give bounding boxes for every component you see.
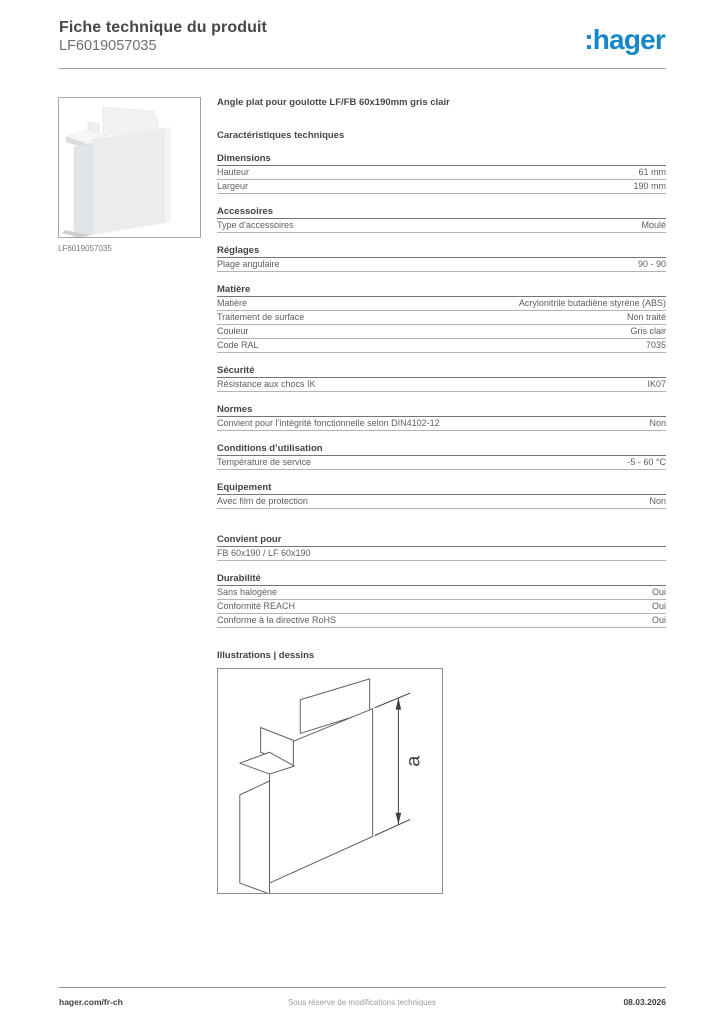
spec-value: 190 mm [633, 181, 666, 191]
spec-section [217, 246, 666, 272]
footer-disclaimer: Sous réserve de modifications techniques [287, 998, 437, 1007]
photo-main-edge [165, 127, 171, 223]
section-heading: Normes [217, 405, 666, 417]
spec-section [217, 285, 666, 353]
spec-label: Plage angulaire [217, 259, 280, 269]
product-name: Angle plat pour goulotte LF/FB 60x190mm gris clair [217, 97, 450, 108]
spec-value: Moulé [641, 220, 666, 230]
spec-value: Non traité [626, 312, 666, 322]
spec-value: 7035 [645, 340, 666, 350]
section-rows [217, 258, 666, 272]
spec-section [217, 405, 666, 431]
section-rows [217, 417, 666, 431]
product-reference: LF6019057035 [59, 38, 157, 54]
footer-website: hager.com/fr-ch [59, 997, 123, 1007]
illustrations-title: Illustrations | dessins [217, 650, 315, 661]
spec-section [217, 366, 666, 392]
spec-section [217, 154, 666, 194]
spec-value: Non [649, 496, 666, 506]
spec-value: 90 - 90 [637, 259, 666, 269]
spec-row [217, 180, 666, 194]
spec-label: Couleur [217, 326, 249, 336]
spec-row [217, 258, 666, 272]
spec-label: Température de service [217, 457, 312, 467]
section-heading: Conditions d’utilisation [217, 444, 666, 456]
spec-sections [217, 154, 666, 628]
spec-row [217, 297, 666, 311]
spec-value: Oui [651, 615, 666, 625]
section-rows [217, 586, 666, 628]
spec-row [217, 311, 666, 325]
spec-section [217, 535, 666, 561]
spec-label: Avec film de protection [217, 496, 308, 506]
section-rows [217, 547, 666, 561]
product-photo [59, 98, 200, 237]
spec-value: 61 mm [638, 167, 666, 177]
spec-label: Matière [217, 298, 248, 308]
spec-section [217, 444, 666, 470]
extension-line-bottom [375, 819, 411, 835]
section-rows [217, 456, 666, 470]
section-heading: Equipement [217, 483, 666, 495]
section-heading: Réglages [217, 246, 666, 258]
spec-value: Gris clair [630, 326, 666, 336]
spec-label: Type d’accessoires [217, 220, 294, 230]
spec-row [217, 495, 666, 509]
section-heading: Convient pour [217, 535, 666, 547]
header-divider [59, 68, 666, 69]
spec-label: Hauteur [217, 167, 250, 177]
spec-value: -5 - 60 °C [627, 457, 666, 467]
spec-value: Oui [651, 587, 666, 597]
spec-value: Acrylonitrile butadiène styrène (ABS) [518, 298, 666, 308]
page-title: Fiche technique du produit [59, 19, 267, 36]
spec-label: Code RAL [217, 340, 259, 350]
spec-section [217, 207, 666, 233]
spec-label: Sans halogène [217, 587, 278, 597]
spec-row [217, 219, 666, 233]
section-heading: Durabilité [217, 574, 666, 586]
drawing-main-plate [270, 709, 373, 883]
spec-label: Largeur [217, 181, 249, 191]
content-column [217, 97, 666, 894]
arrowhead-bottom [396, 813, 402, 825]
section-rows [217, 495, 666, 509]
footer-divider [59, 987, 666, 988]
spec-label: Convient pour l’intégrité fonctionnelle selon DIN4102-12 [217, 418, 440, 428]
spec-row [217, 614, 666, 628]
spec-section [217, 574, 666, 628]
extension-line-top [375, 693, 411, 708]
section-heading: Accessoires [217, 207, 666, 219]
spec-section [217, 483, 666, 509]
technical-drawing [218, 669, 442, 893]
drawing-back-sheet [240, 781, 270, 893]
section-heading: Matière [217, 285, 666, 297]
section-heading: Sécurité [217, 366, 666, 378]
spec-row [217, 166, 666, 180]
spec-row [217, 586, 666, 600]
spec-value: IK07 [647, 379, 666, 389]
arrowhead-top [396, 698, 402, 710]
spec-value: Non [649, 418, 666, 428]
spec-row [217, 325, 666, 339]
section-heading: Dimensions [217, 154, 666, 166]
spec-row [217, 547, 666, 561]
section-rows [217, 297, 666, 353]
spec-row [217, 456, 666, 470]
spec-row [217, 600, 666, 614]
spec-row [217, 339, 666, 353]
characteristics-title: Caractéristiques techniques [217, 130, 345, 141]
photo-main-body [92, 127, 171, 235]
hager-logo: :hager [584, 24, 665, 55]
spec-row [217, 378, 666, 392]
footer-date: 08.03.2026 [623, 997, 666, 1007]
spec-label: FB 60x190 / LF 60x190 [217, 548, 311, 558]
technical-drawing-frame [217, 668, 443, 894]
dimension-label-a: a [402, 755, 425, 767]
section-rows [217, 378, 666, 392]
spec-value: Oui [651, 601, 666, 611]
spec-label: Conforme à la directive RoHS [217, 615, 337, 625]
product-image-frame [58, 97, 201, 238]
section-rows [217, 219, 666, 233]
spec-label: Conformité REACH [217, 601, 296, 611]
product-image-caption: LF6019057035 [58, 244, 112, 253]
photo-left-sheet [74, 143, 92, 237]
spec-row [217, 417, 666, 431]
section-rows [217, 166, 666, 194]
spec-label: Résistance aux chocs IK [217, 379, 316, 389]
spec-label: Traitement de surface [217, 312, 305, 322]
